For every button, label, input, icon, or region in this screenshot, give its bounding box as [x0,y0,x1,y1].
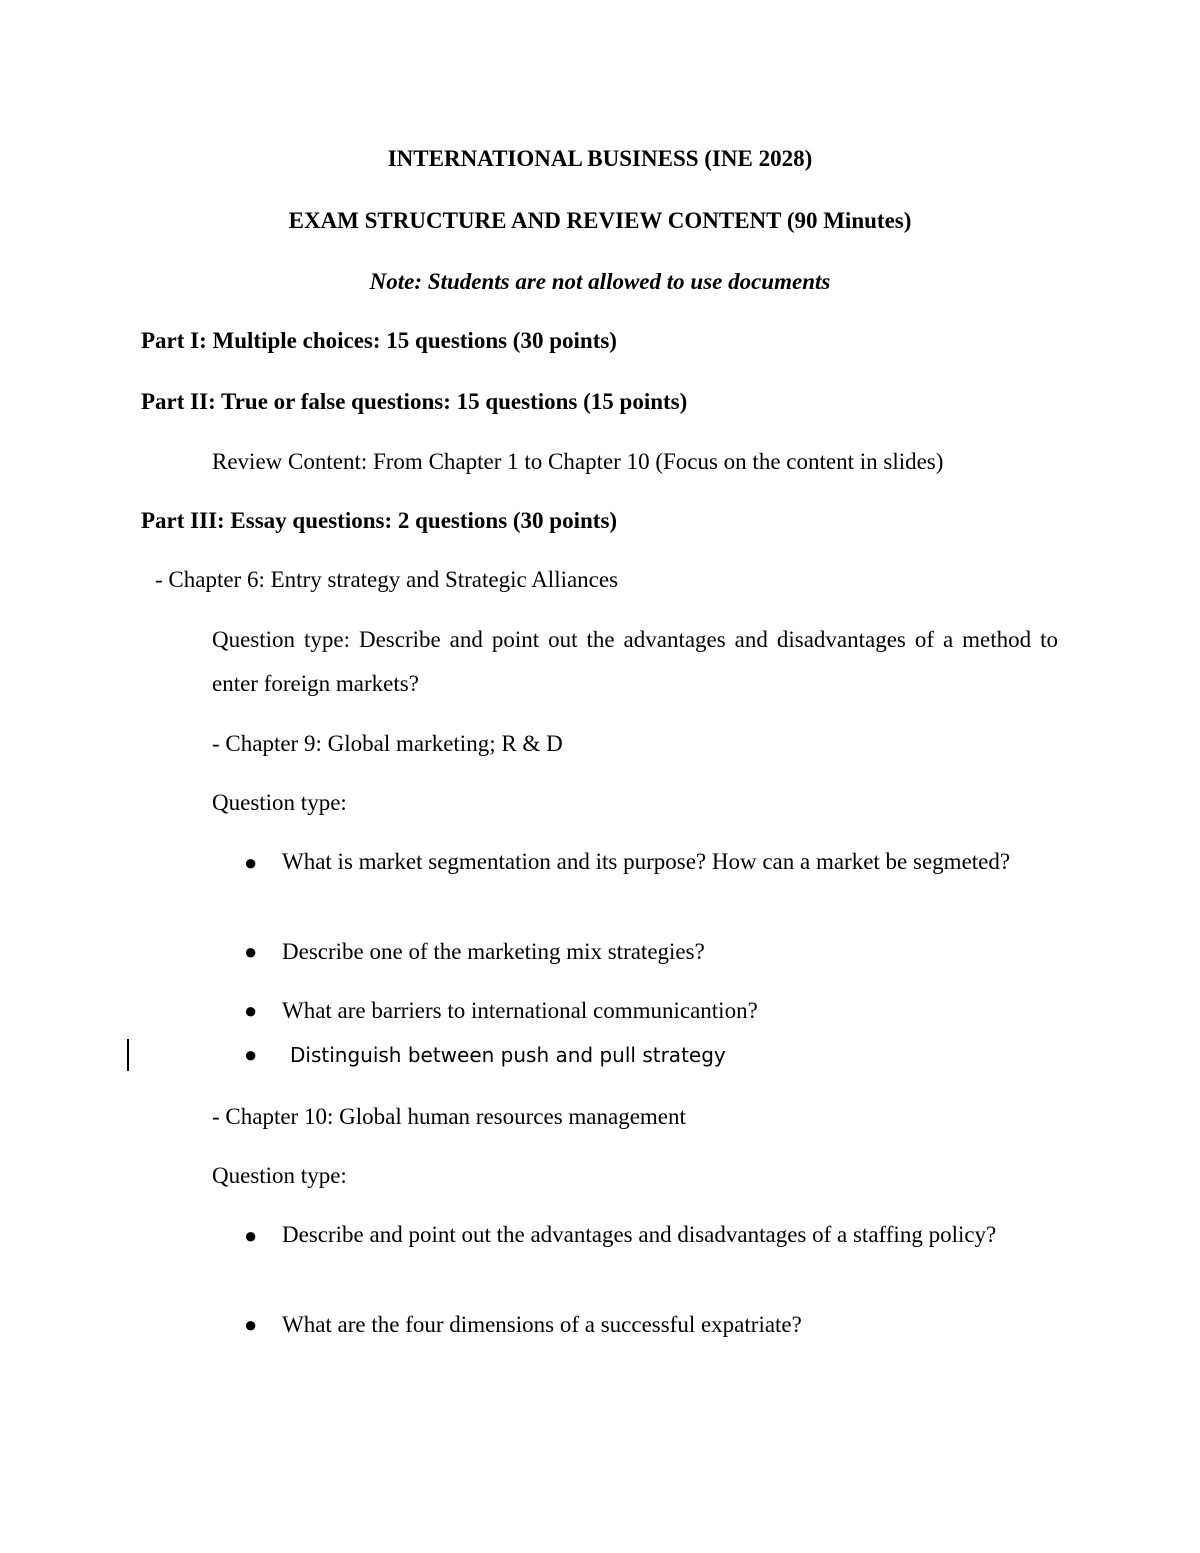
chapter-9-bullet-3: What are barriers to international communicantion? [282,998,758,1023]
chapter-6-question: Question type: Describe and point out the advantages and disadvantages of a method to enter foreign markets? [212,627,1058,696]
bullet-dot-icon: ● [244,998,258,1023]
bullet-dot-icon: ● [244,1312,258,1337]
chapter-9-bullet-2: Describe one of the marketing mix strategies? [282,939,705,964]
part-1-heading: Part I: Multiple choices: 15 questions (30 points) [141,328,617,353]
exam-note: Note: Students are not allowed to use documents [369,269,831,294]
bullet-dot-icon: ● [244,939,258,964]
chapter-9-bullet-1: What is market segmentation and its purpose? How can a market be segmeted? [282,849,1011,874]
part-3-heading: Part III: Essay questions: 2 questions (30 points) [141,508,618,533]
chapter-9-heading: - Chapter 9: Global marketing; R & D [212,731,563,756]
chapter-10-question-label: Question type: [212,1163,347,1188]
chapter-9-bullet-4: Distinguish between push and pull strategy [290,1043,726,1067]
part-2-heading: Part II: True or false questions: 15 questions (15 points) [141,389,688,414]
bullet-dot-icon: ● [244,1223,258,1248]
chapter-6-heading: - Chapter 6: Entry strategy and Strategic Alliances [155,567,619,592]
document-subtitle: EXAM STRUCTURE AND REVIEW CONTENT (90 Minutes) [288,208,912,233]
text-cursor-icon [127,1039,129,1071]
chapter-9-question-label: Question type: [212,790,347,815]
chapter-10-bullet-2: What are the four dimensions of a successful expatriate? [282,1312,802,1337]
bullet-dot-icon: ● [244,850,258,875]
bullet-dot-icon: ● [244,1042,258,1067]
chapter-10-heading: - Chapter 10: Global human resources management [212,1104,686,1129]
document-title: INTERNATIONAL BUSINESS (INE 2028) [387,146,813,171]
review-content-line: Review Content: From Chapter 1 to Chapter 10 (Focus on the content in slides) [212,449,944,474]
chapter-10-bullet-1: Describe and point out the advantages and disadvantages of a staffing policy? [282,1222,997,1247]
